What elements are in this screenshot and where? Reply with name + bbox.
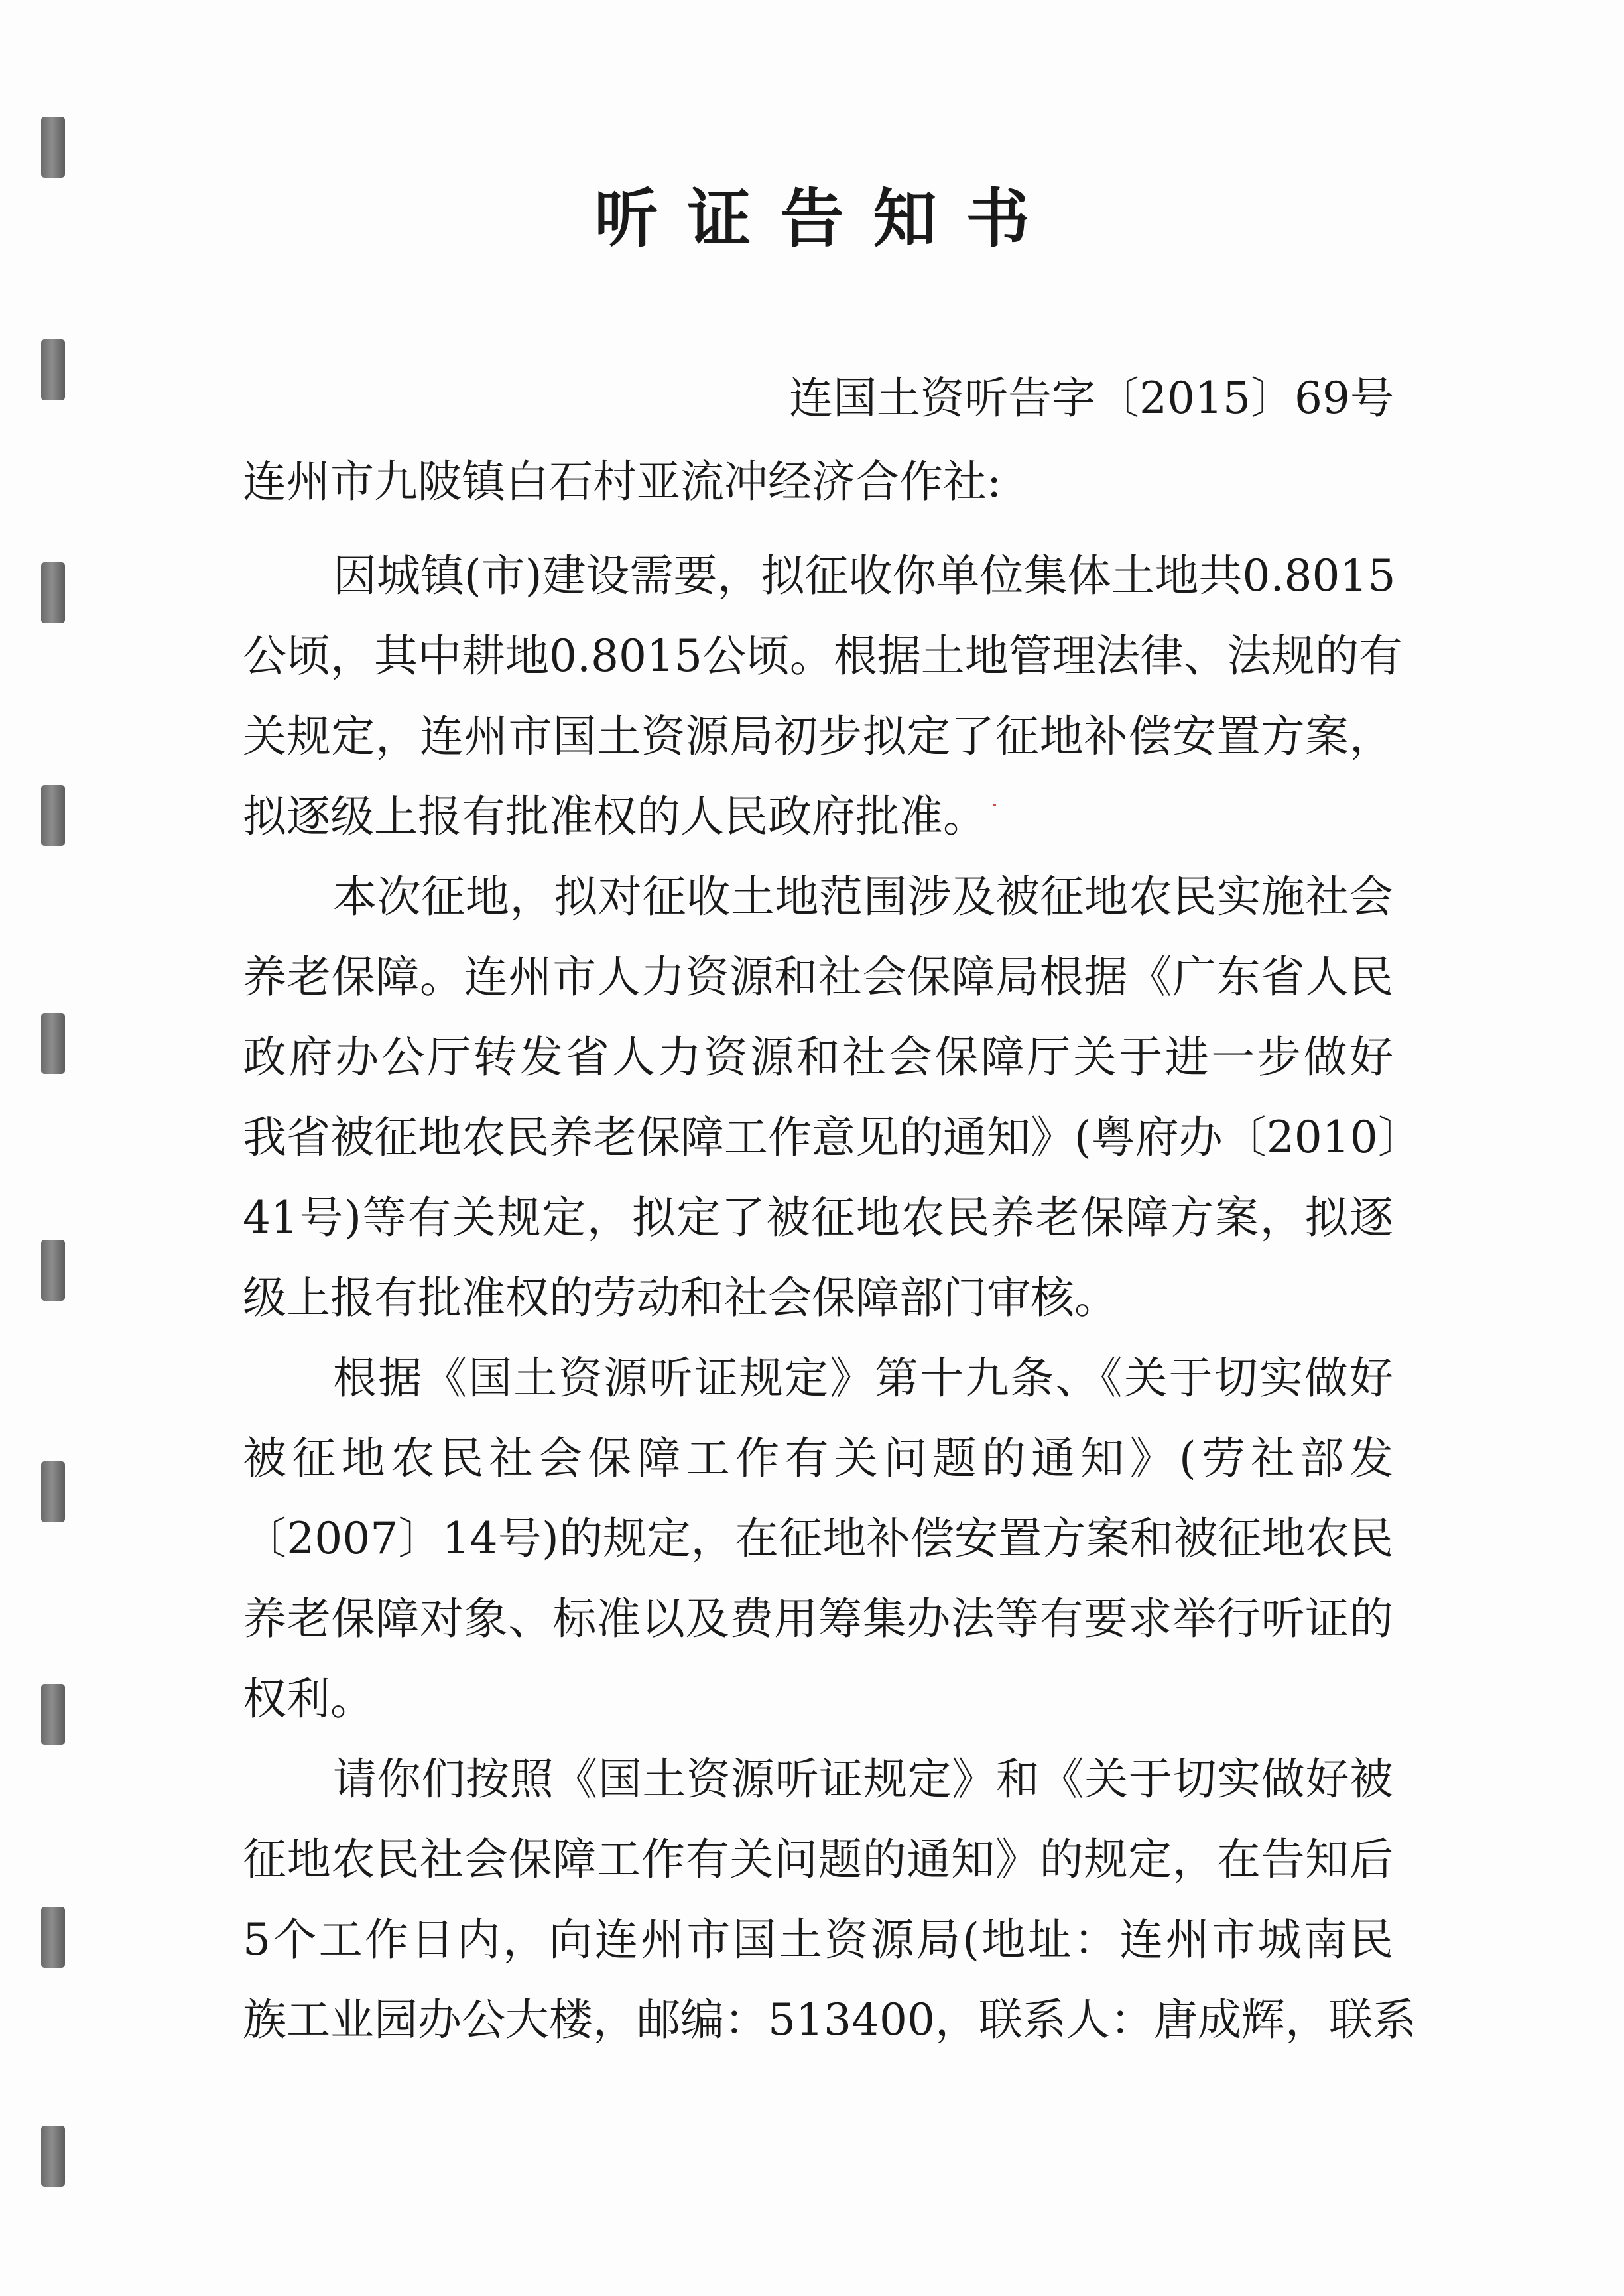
- paragraph-3-line: 根据《国土资源听证规定》第十九条、《关于切实做好: [333, 1353, 1393, 1404]
- paragraph-4-line: 征地农民社会保障工作有关问题的通知》的规定，在告知后: [243, 1834, 1393, 1885]
- paragraph-4-line: 请你们按照《国土资源听证规定》和《关于切实做好被: [333, 1754, 1393, 1805]
- binding-margin: [41, 0, 68, 2296]
- paragraph-2-line: 级上报有批准权的劳动和社会保障部门审核。: [243, 1272, 1118, 1323]
- paragraph-2-line: 政府办公厅转发省人力资源和社会保障厅关于进一步做好: [243, 1032, 1393, 1083]
- binding-hole-mark: [41, 785, 65, 846]
- binding-hole-mark: [41, 1684, 65, 1745]
- paragraph-1-line: 拟逐级上报有批准权的人民政府批准。: [243, 791, 987, 842]
- binding-hole-mark: [41, 117, 65, 178]
- paragraph-3-line: 〔2007〕14号)的规定，在征地补偿安置方案和被征地农民: [243, 1513, 1393, 1564]
- paragraph-2-line: 41号)等有关规定，拟定了被征地农民养老保障方案，拟逐: [243, 1192, 1393, 1243]
- paragraph-1-line: 因城镇(市)建设需要，拟征收你单位集体土地共0.8015: [333, 550, 1396, 601]
- scan-artifact-dot: [993, 804, 996, 806]
- paragraph-4-line: 5个工作日内，向连州市国土资源局(地址：连州市城南民: [243, 1914, 1393, 1965]
- paragraph-1-line: 关规定，连州市国土资源局初步拟定了征地补偿安置方案，: [243, 711, 1393, 762]
- binding-hole-mark: [41, 1907, 65, 1968]
- paragraph-2-line: 养老保障。连州市人力资源和社会保障局根据《广东省人民: [243, 951, 1393, 1002]
- paragraph-4-line: 族工业园办公大楼，邮编：513400，联系人：唐成辉，联系: [243, 1994, 1416, 2045]
- binding-hole-mark: [41, 2126, 65, 2187]
- addressee: 连州市九陂镇白石村亚流冲经济合作社:: [243, 456, 1002, 507]
- paragraph-2-line: 我省被征地农民养老保障工作意见的通知》(粤府办〔2010〕: [243, 1112, 1422, 1163]
- paragraph-3-line: 被征地农民社会保障工作有关问题的通知》(劳社部发: [243, 1433, 1393, 1484]
- binding-hole-mark: [41, 1461, 65, 1522]
- paragraph-3-line: 养老保障对象、标准以及费用筹集办法等有要求举行听证的: [243, 1593, 1393, 1644]
- paragraph-2-line: 本次征地，拟对征收土地范围涉及被征地农民实施社会: [333, 871, 1393, 922]
- paragraph-1-line: 公顷，其中耕地0.8015公顷。根据土地管理法律、法规的有: [243, 631, 1403, 682]
- document-title: 听证告知书: [594, 181, 1059, 256]
- binding-hole-mark: [41, 1240, 65, 1301]
- document-body: [243, 536, 1422, 2060]
- binding-hole-mark: [41, 562, 65, 623]
- paragraph-3-line: 权利。: [243, 1673, 374, 1724]
- document-number: 连国土资听告字〔2015〕69号: [789, 373, 1394, 424]
- binding-hole-mark: [41, 1013, 65, 1074]
- binding-hole-mark: [41, 339, 65, 400]
